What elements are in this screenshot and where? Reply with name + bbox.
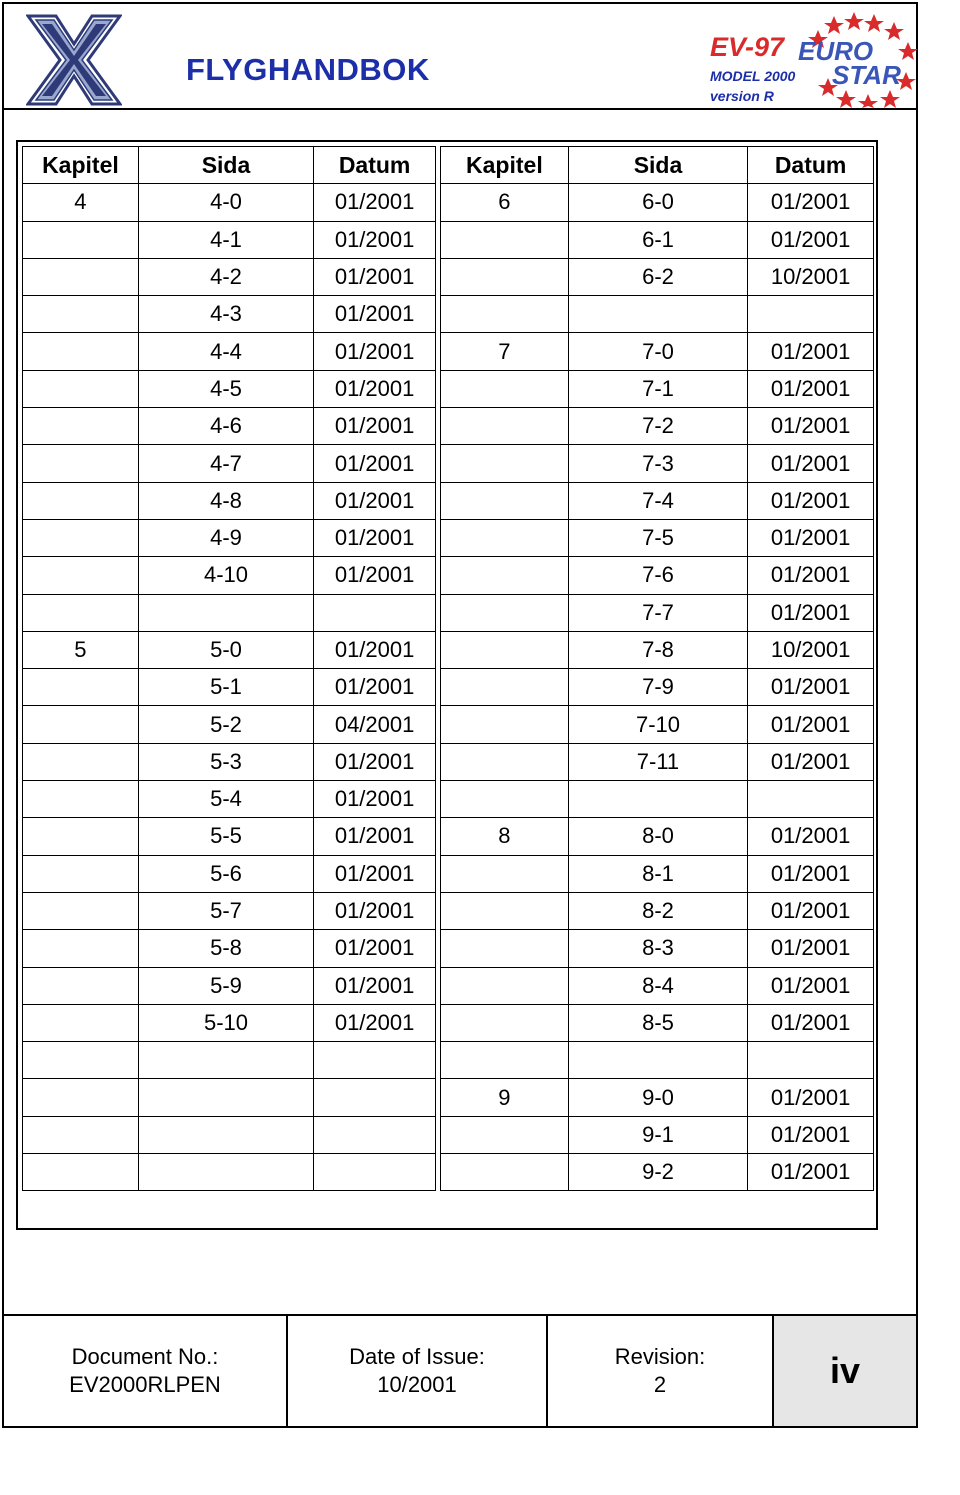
cell-sida: 5-4 [138,781,313,818]
brand-euro: EURO [798,36,874,66]
table-row [441,221,874,258]
cell-kapitel [23,1042,139,1079]
cell-kapitel [23,892,139,929]
cell-sida: 9-2 [568,1154,747,1191]
table-row [441,706,874,743]
cell-sida [138,1116,313,1153]
cell-kapitel [441,370,569,407]
cell-datum: 01/2001 [314,1004,436,1041]
cell-sida: 4-6 [138,408,313,445]
cell-kapitel [23,221,139,258]
cell-sida: 6-2 [568,258,747,295]
cell-kapitel [441,967,569,1004]
cell-datum [314,1154,436,1191]
table-row [23,333,436,370]
cell-sida: 7-1 [568,370,747,407]
cell-kapitel [441,519,569,556]
revision-table [16,140,878,1230]
cell-datum: 01/2001 [748,669,874,706]
cell-sida: 7-11 [568,743,747,780]
table-row [23,296,436,333]
cell-datum: 01/2001 [748,1004,874,1041]
page-footer [2,1314,918,1428]
cell-datum [314,1116,436,1153]
cell-kapitel [441,557,569,594]
cell-datum: 01/2001 [314,482,436,519]
cell-datum: 01/2001 [314,855,436,892]
cell-kapitel: 5 [23,631,139,668]
cell-sida: 7-3 [568,445,747,482]
table-row [441,892,874,929]
page-number: iv [774,1316,916,1426]
table-row [441,333,874,370]
cell-sida: 6-1 [568,221,747,258]
cell-datum: 01/2001 [748,184,874,221]
page-title: FLYGHANDBOK [186,52,430,87]
table-row [441,184,874,221]
cell-sida [568,1042,747,1079]
table-row [441,258,874,295]
cell-kapitel [23,258,139,295]
cell-kapitel [23,930,139,967]
cell-sida: 5-9 [138,967,313,1004]
cell-sida: 4-2 [138,258,313,295]
header-sida: Sida [138,147,313,184]
cell-kapitel: 6 [441,184,569,221]
table-row [23,519,436,556]
cell-kapitel [23,743,139,780]
cell-sida: 7-0 [568,333,747,370]
table-row [23,408,436,445]
brand-star: STAR [832,60,901,90]
cell-kapitel [441,1154,569,1191]
cell-datum [314,1042,436,1079]
cell-sida: 7-7 [568,594,747,631]
cell-kapitel [441,855,569,892]
cell-datum: 01/2001 [748,482,874,519]
cell-kapitel [441,631,569,668]
cell-kapitel [441,445,569,482]
cell-datum: 01/2001 [748,706,874,743]
cell-kapitel [23,967,139,1004]
cell-sida: 4-10 [138,557,313,594]
cell-sida: 5-3 [138,743,313,780]
cell-datum: 10/2001 [748,631,874,668]
cell-kapitel [23,781,139,818]
header-kapitel: Kapitel [441,147,569,184]
cell-datum: 01/2001 [748,370,874,407]
table-row [23,1004,436,1041]
cell-datum: 01/2001 [748,333,874,370]
table-row [23,221,436,258]
table-right [440,146,874,1191]
cell-datum: 01/2001 [748,818,874,855]
cell-datum: 01/2001 [314,258,436,295]
cell-datum: 01/2001 [748,967,874,1004]
cell-datum: 01/2001 [314,669,436,706]
cell-kapitel [441,706,569,743]
cell-kapitel [23,1154,139,1191]
table-row [441,743,874,780]
cell-datum: 01/2001 [748,892,874,929]
cell-sida [138,1042,313,1079]
cell-sida: 8-4 [568,967,747,1004]
cell-sida: 6-0 [568,184,747,221]
table-left [22,146,436,1191]
cell-datum: 10/2001 [748,258,874,295]
cell-kapitel [23,818,139,855]
table-row [441,1154,874,1191]
frame-right [916,110,918,1315]
cell-kapitel [441,594,569,631]
page-header [2,2,918,110]
cell-datum: 01/2001 [748,1116,874,1153]
cell-sida: 9-1 [568,1116,747,1153]
cell-sida: 4-4 [138,333,313,370]
cell-datum: 01/2001 [314,967,436,1004]
cell-datum: 01/2001 [314,557,436,594]
table-row [23,855,436,892]
revision [548,1316,774,1426]
header-datum: Datum [748,147,874,184]
cell-kapitel [23,1079,139,1116]
cell-datum: 01/2001 [314,445,436,482]
table-row [23,445,436,482]
table-row [23,631,436,668]
cell-datum: 01/2001 [314,296,436,333]
table-row [23,669,436,706]
cell-datum: 01/2001 [314,519,436,556]
cell-sida: 9-0 [568,1079,747,1116]
table-row [441,370,874,407]
cell-kapitel [441,781,569,818]
cell-kapitel: 8 [441,818,569,855]
cell-datum: 01/2001 [314,221,436,258]
brand-ev: EV-97 [710,32,785,62]
cell-sida: 7-2 [568,408,747,445]
cell-datum [314,594,436,631]
table-row [441,669,874,706]
table-row [441,1042,874,1079]
table-row [441,519,874,556]
cell-kapitel [23,482,139,519]
table-row [441,855,874,892]
cell-datum: 01/2001 [748,855,874,892]
cell-sida: 5-10 [138,1004,313,1041]
cell-sida: 4-0 [138,184,313,221]
cell-datum: 01/2001 [748,445,874,482]
brand-version: version R [710,88,774,104]
cell-sida: 8-1 [568,855,747,892]
table-row [23,258,436,295]
cell-sida: 5-0 [138,631,313,668]
table-row [23,594,436,631]
revision-label: Revision: [614,1344,706,1369]
table-row [23,892,436,929]
cell-sida: 4-5 [138,370,313,407]
cell-sida: 4-3 [138,296,313,333]
cell-sida: 7-9 [568,669,747,706]
table-row [441,1079,874,1116]
table-row [23,482,436,519]
cell-kapitel [23,333,139,370]
cell-sida: 8-2 [568,892,747,929]
cell-kapitel [441,1004,569,1041]
cell-datum: 01/2001 [314,781,436,818]
table-row [441,296,874,333]
header-datum: Datum [314,147,436,184]
table-row [23,818,436,855]
cell-kapitel [23,519,139,556]
cell-sida: 5-6 [138,855,313,892]
cell-sida: 5-1 [138,669,313,706]
cell-kapitel [23,408,139,445]
table-row [441,818,874,855]
brand-model: MODEL 2000 [710,68,796,84]
cell-sida: 5-5 [138,818,313,855]
cell-kapitel [441,221,569,258]
cell-sida: 7-4 [568,482,747,519]
cell-kapitel [23,855,139,892]
table-row [23,967,436,1004]
table-row [23,557,436,594]
cell-sida [138,1154,313,1191]
table-row [441,967,874,1004]
cell-kapitel [441,743,569,780]
cell-datum: 01/2001 [314,930,436,967]
date-of-issue [288,1316,548,1426]
cell-kapitel [441,892,569,929]
cell-kapitel [23,1004,139,1041]
table-row [441,1004,874,1041]
cell-datum: 01/2001 [748,557,874,594]
cell-datum: 01/2001 [314,818,436,855]
document-number [4,1316,288,1426]
table-row [441,594,874,631]
x-logo-icon [26,14,122,106]
brand-logo [704,8,918,108]
frame-left [2,110,4,1315]
cell-sida: 8-0 [568,818,747,855]
cell-kapitel [441,482,569,519]
cell-datum [748,1042,874,1079]
cell-datum: 01/2001 [748,743,874,780]
table-row [441,781,874,818]
table-header-row [23,147,436,184]
table-row [23,706,436,743]
doc-no-value: EV2000RLPEN [69,1372,221,1397]
cell-datum: 01/2001 [314,892,436,929]
cell-sida [568,781,747,818]
revision-value: 2 [653,1372,667,1397]
table-row [23,1042,436,1079]
cell-sida: 5-2 [138,706,313,743]
cell-sida: 7-8 [568,631,747,668]
cell-sida: 7-10 [568,706,747,743]
table-row [441,631,874,668]
table-row [23,184,436,221]
date-label: Date of Issue: [349,1344,485,1369]
table-row [23,1079,436,1116]
cell-kapitel [441,669,569,706]
table-row [23,743,436,780]
cell-datum [748,296,874,333]
table-header-row [441,147,874,184]
cell-datum: 01/2001 [748,221,874,258]
cell-sida [138,1079,313,1116]
cell-datum: 01/2001 [748,408,874,445]
cell-kapitel [441,296,569,333]
cell-kapitel [441,1042,569,1079]
cell-kapitel [441,408,569,445]
cell-datum: 01/2001 [314,333,436,370]
cell-kapitel [23,669,139,706]
cell-datum: 01/2001 [314,631,436,668]
cell-datum: 01/2001 [748,930,874,967]
table-row [441,482,874,519]
cell-kapitel [441,930,569,967]
cell-kapitel: 9 [441,1079,569,1116]
cell-kapitel [23,445,139,482]
cell-sida: 7-5 [568,519,747,556]
cell-kapitel [23,1116,139,1153]
table-row [441,408,874,445]
table-row [23,1116,436,1153]
cell-kapitel: 7 [441,333,569,370]
cell-datum: 01/2001 [748,1154,874,1191]
header-sida: Sida [568,147,747,184]
cell-sida: 5-8 [138,930,313,967]
cell-kapitel [23,370,139,407]
cell-sida: 4-1 [138,221,313,258]
table-row [23,781,436,818]
table-row [441,930,874,967]
table-row [441,557,874,594]
cell-datum: 01/2001 [748,1079,874,1116]
date-value: 10/2001 [377,1372,457,1397]
table-row [441,1116,874,1153]
cell-sida: 4-8 [138,482,313,519]
cell-datum: 01/2001 [314,408,436,445]
cell-kapitel [441,1116,569,1153]
cell-kapitel [23,557,139,594]
cell-sida [138,594,313,631]
table-row [23,930,436,967]
cell-sida: 8-3 [568,930,747,967]
cell-sida: 7-6 [568,557,747,594]
cell-datum: 01/2001 [314,184,436,221]
cell-sida: 8-5 [568,1004,747,1041]
cell-sida: 4-9 [138,519,313,556]
header-kapitel: Kapitel [23,147,139,184]
cell-kapitel [441,258,569,295]
cell-datum [314,1079,436,1116]
cell-sida: 4-7 [138,445,313,482]
cell-datum: 01/2001 [748,594,874,631]
cell-kapitel [23,594,139,631]
cell-kapitel [23,706,139,743]
cell-sida: 5-7 [138,892,313,929]
table-row [23,370,436,407]
cell-datum: 01/2001 [314,743,436,780]
cell-datum: 04/2001 [314,706,436,743]
table-row [441,445,874,482]
cell-kapitel [23,296,139,333]
doc-no-label: Document No.: [71,1344,219,1369]
cell-datum: 01/2001 [748,519,874,556]
cell-datum [748,781,874,818]
cell-sida [568,296,747,333]
cell-kapitel: 4 [23,184,139,221]
cell-datum: 01/2001 [314,370,436,407]
table-row [23,1154,436,1191]
